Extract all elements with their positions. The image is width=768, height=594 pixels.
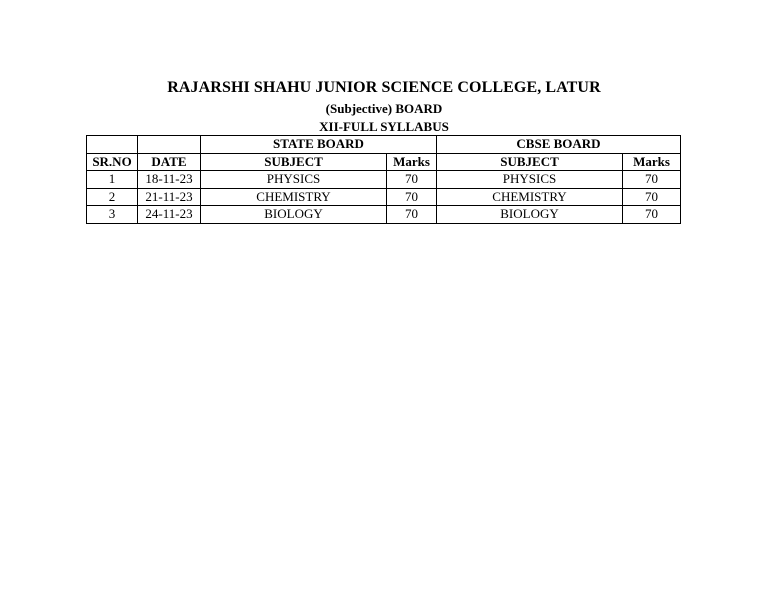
state-marks-cell: 70: [387, 206, 437, 224]
table-row: [87, 188, 681, 206]
srno-cell: 2: [87, 188, 138, 206]
cbse-subject-header: SUBJECT: [437, 153, 623, 171]
column-header-row: [87, 153, 681, 171]
table-row: [87, 206, 681, 224]
date-cell: 24-11-23: [138, 206, 201, 224]
state-board-header: STATE BOARD: [201, 136, 437, 154]
srno-cell: 3: [87, 206, 138, 224]
cbse-subject-cell: CHEMISTRY: [437, 188, 623, 206]
state-subject-cell: CHEMISTRY: [201, 188, 387, 206]
empty-srno-header-cell: [87, 136, 138, 154]
college-title: RAJARSHI SHAHU JUNIOR SCIENCE COLLEGE, LATUR: [167, 79, 601, 96]
cbse-marks-cell: 70: [623, 188, 681, 206]
state-marks-header: Marks: [387, 153, 437, 171]
date-cell: 21-11-23: [138, 188, 201, 206]
state-marks-cell: 70: [387, 188, 437, 206]
cbse-board-header: CBSE BOARD: [437, 136, 681, 154]
cbse-marks-header: Marks: [623, 153, 681, 171]
cbse-marks-cell: 70: [623, 171, 681, 189]
date-header: DATE: [138, 153, 201, 171]
date-cell: 18-11-23: [138, 171, 201, 189]
exam-timetable: [86, 135, 681, 224]
state-subject-cell: BIOLOGY: [201, 206, 387, 224]
state-subject-header: SUBJECT: [201, 153, 387, 171]
srno-cell: 1: [87, 171, 138, 189]
srno-header: SR.NO: [87, 153, 138, 171]
syllabus-subtitle: XII-FULL SYLLABUS: [319, 119, 449, 134]
table-row: [87, 171, 681, 189]
state-marks-cell: 70: [387, 171, 437, 189]
cbse-marks-cell: 70: [623, 206, 681, 224]
state-subject-cell: PHYSICS: [201, 171, 387, 189]
group-header-row: [87, 136, 681, 154]
exam-type-subtitle: (Subjective) BOARD: [325, 101, 443, 116]
cbse-subject-cell: BIOLOGY: [437, 206, 623, 224]
cbse-subject-cell: PHYSICS: [437, 171, 623, 189]
empty-date-header-cell: [138, 136, 201, 154]
